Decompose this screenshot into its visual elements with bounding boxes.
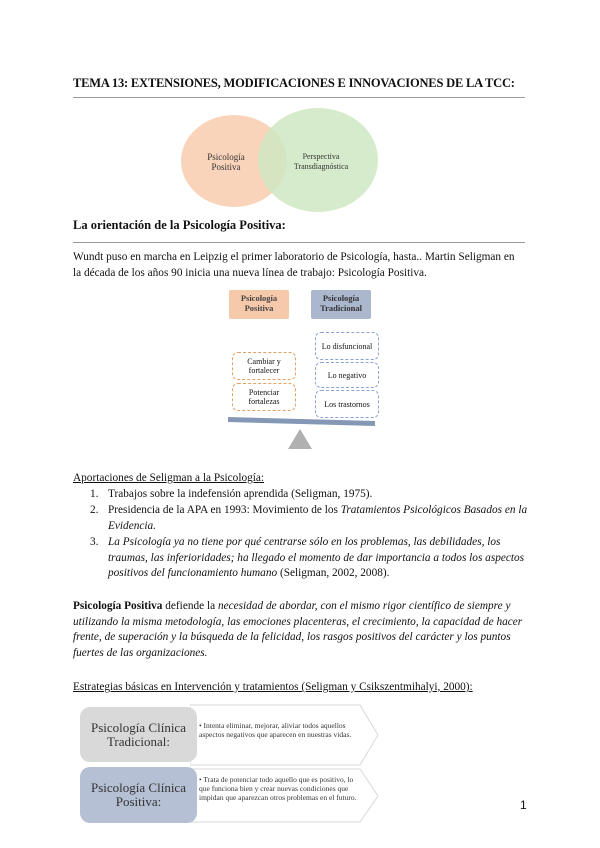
definition-paragraph: Psicología Positiva defiende la necesidad de abordar, con el mismo rigor científico de siempre y utilizando la misma metodología, las emociones placenteras, el crecimiento, la capacidad de hacer frente, de superación y la búsqueda de la felicidad, los rasgos positivos del carácter y los puntos fuertes de las organizaciones. [73, 600, 523, 659]
contributions-heading: Aportaciones de Seligman a la Psicología: [73, 472, 265, 484]
balance-left-item: Potenciar fortalezas [232, 383, 296, 411]
section-heading: La orientación de la Psicología Positiva: [73, 218, 286, 232]
balance-left-label: Psicología Positiva [229, 290, 289, 319]
strategies-heading: Estrategias básicas en Intervención y tratamientos (Seligman y Csikszentmihalyi, 2000): [73, 681, 473, 693]
balance-scale [225, 405, 385, 455]
strategy-label-traditional: Psicología Clínica Tradicional: [80, 707, 197, 762]
balance-left-item: Cambiar y fortalecer [232, 352, 296, 380]
balance-right-label: Psicología Tradicional [311, 290, 371, 319]
title-divider [73, 97, 525, 98]
page-number: 1 [520, 798, 527, 812]
balance-beam [228, 417, 375, 426]
venn-left-label: Psicología Positiva [207, 152, 245, 172]
balance-right-item: Los trastornos [315, 390, 379, 418]
balance-right-item: Lo disfuncional [315, 332, 379, 360]
section-divider [73, 242, 525, 243]
balance-fulcrum [288, 429, 312, 449]
list-item: 2. Presidencia de la APA en 1993: Movimiento de los Tratamientos Psicológicos Basados en la Evidencia. [90, 504, 528, 532]
venn-right-label: Perspectiva Transdiagnóstica [293, 152, 349, 171]
list-item: 1. Trabajos sobre la indefensión aprendida (Seligman, 1975). [90, 488, 373, 500]
strategy-text-traditional: • Intenta eliminar, mejorar, aliviar todos aquellos aspectos negativos que aparecen en nuestras vidas. [199, 721, 352, 739]
balance-right-item: Lo negativo [315, 362, 379, 388]
list-item: 3. La Psicología ya no tiene por qué centrarse sólo en los problemas, las debilidades, los traumas, las inferioridades; ha llegado el momento de dar importancia a todos los aspectos positivos del funcionamiento humano (Seligman, 2002, 2008). [90, 536, 525, 579]
page-title: TEMA 13: EXTENSIONES, MODIFICACIONES E INNOVACIONES DE LA TCC: [73, 76, 515, 90]
intro-paragraph: Wundt puso en marcha en Leipzig el primer laboratorio de Psicología, hasta.. Martin Seligman en la década de los años 90 inicia una nueva línea de trabajo: Psicología Positiva. [73, 251, 515, 279]
strategy-label-positive: Psicología Clínica Positiva: [80, 767, 197, 823]
strategy-text-positive: • Trata de potenciar todo aquello que es positivo, lo que funciona bien y crear nuevas condiciones que impidan que aparezcan otros problemas en el futuro. [199, 775, 357, 802]
